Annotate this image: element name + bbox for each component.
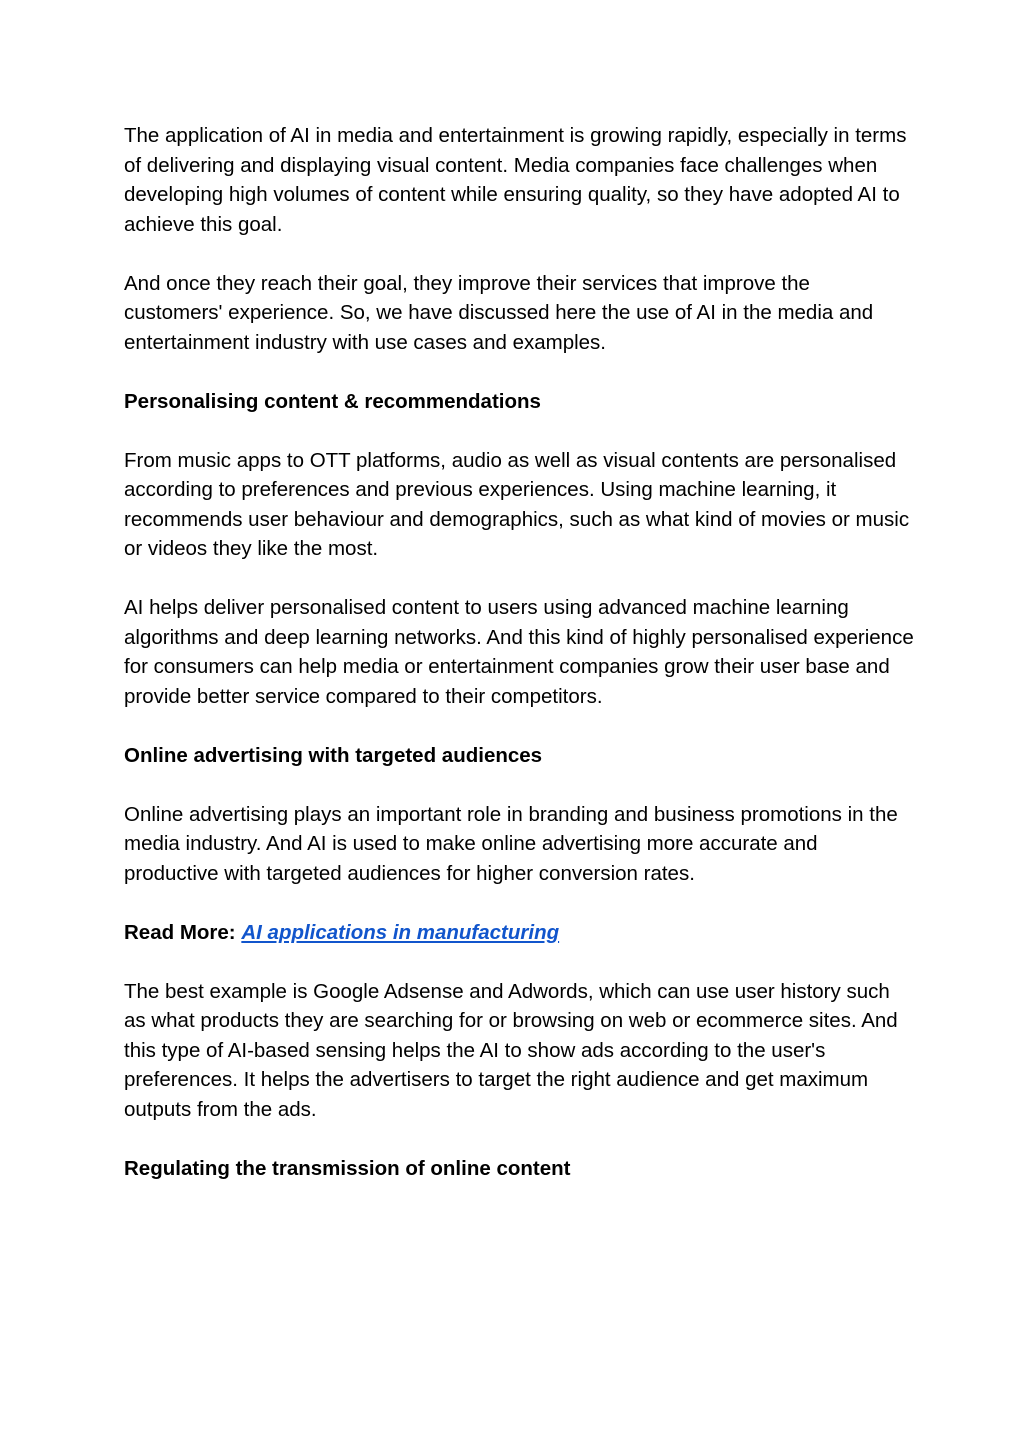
personalising-paragraph-1: From music apps to OTT platforms, audio as well as visual contents are personalised according to preferences and previous experiences. Using machine learning, it recommends user behaviour and demographics, such as what kind of movies or music or videos they like the most. — [124, 448, 910, 560]
intro-paragraph-2: And once they reach their goal, they improve their services that improve the customers' experience. So, we have discussed here the use of AI in the media and entertainment industry with use cases and examples. — [124, 271, 874, 354]
read-more-line — [124, 918, 914, 948]
intro-paragraph-1: The application of AI in media and entertainment is growing rapidly, especially in terms of delivering and displaying visual content. Media companies face challenges when developing high volumes of content while ensuring quality, so they have adopted AI to achieve this goal. — [124, 124, 907, 236]
heading-regulating: Regulating the transmission of online content — [124, 1156, 571, 1180]
document-page — [124, 121, 914, 1213]
personalising-paragraph-2: AI helps deliver personalised content to users using advanced machine learning algorithms and deep learning networks. And this kind of highly personalised experience for consumers can help media or entertainment companies grow their user base and provide better service compared to their competitors. — [124, 596, 914, 708]
heading-personalising: Personalising content & recommendations — [124, 389, 541, 413]
advertising-paragraph-1: Online advertising plays an important role in branding and business promotions in the media industry. And AI is used to make online advertising more accurate and productive with targeted audiences for higher conversion rates. — [124, 802, 898, 885]
heading-advertising: Online advertising with targeted audiences — [124, 743, 543, 767]
read-more-link[interactable]: AI applications in manufacturing — [241, 920, 560, 944]
read-more-label: Read More: — [124, 920, 236, 944]
advertising-paragraph-2: The best example is Google Adsense and Adwords, which can use user history such as what products they are searching for or browsing on web or ecommerce sites. And this type of AI-based sensing helps the AI to show ads according to the user's preferences. It helps the advertisers to target the right audience and get maximum outputs from the ads. — [124, 979, 898, 1121]
